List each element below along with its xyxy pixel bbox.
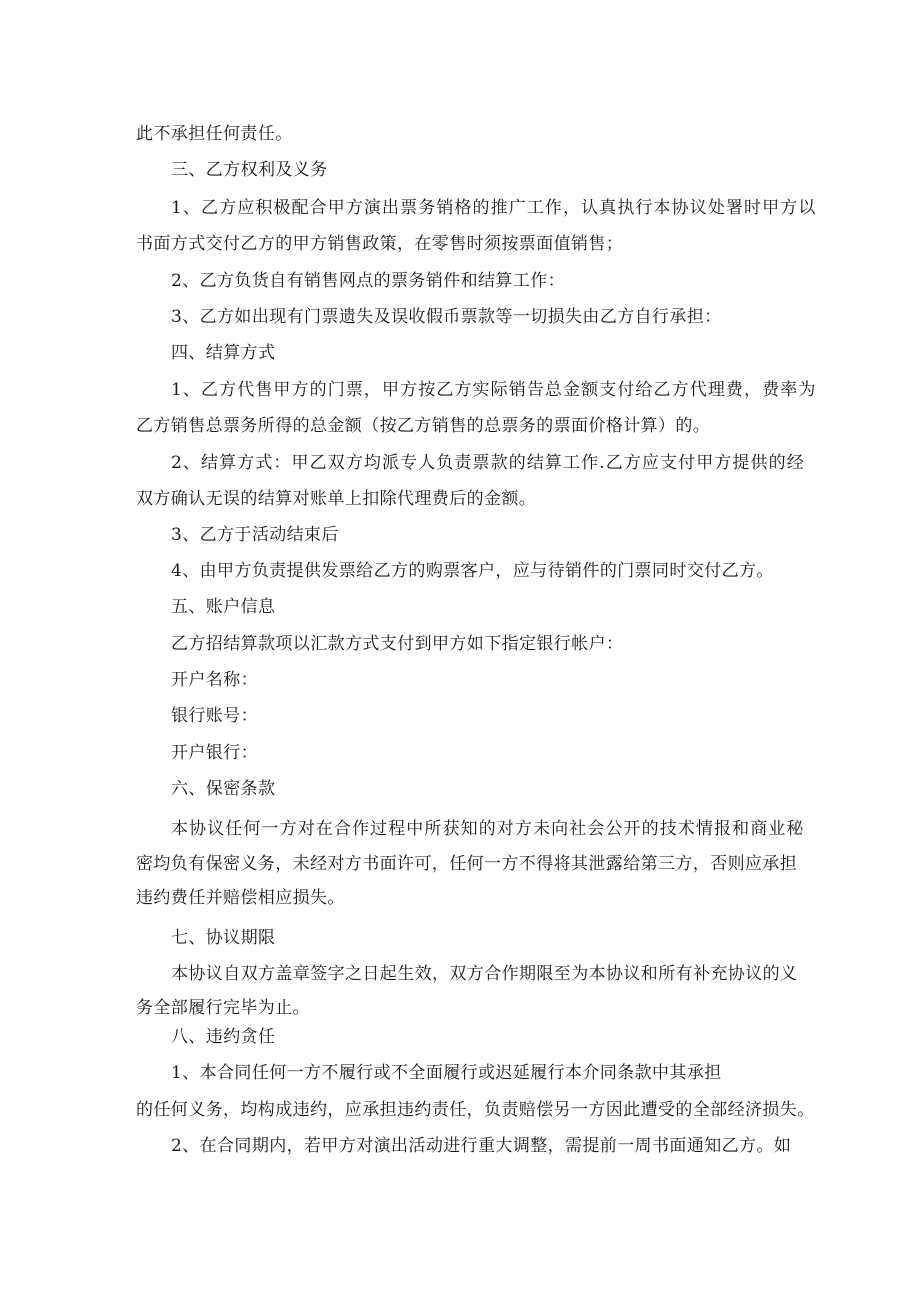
text-line: 违约费任并赔偿相应损失。 — [136, 888, 345, 908]
text-line: 3、乙方于活动结束后 — [171, 525, 339, 545]
text-line: 4、由甲方负责提供发票给乙方的购票客户，应与待销件的门票同时交付乙方。 — [171, 561, 774, 581]
text-line: 本协议自双方盖章签字之日起生效，双方合作期限至为本协议和所有补充协议的义 — [171, 964, 798, 984]
text-line: 2、在合同期内，若甲方对演出活动进行重大调整，需提前一周书面通知乙方。如 — [171, 1136, 792, 1156]
text-line: 的任何义务，均构成违约，应承担违约责任，负责赔偿另一方因此遭受的全部经济损失。 — [136, 1100, 815, 1120]
text-line: 务全部履行完毕为止。 — [136, 998, 310, 1018]
text-line: 本协议任何一方对在合作过程中所获知的对方未向社会公开的技术情报和商业秘 — [171, 819, 805, 839]
section-heading: 八、违约贪任 — [171, 1027, 276, 1047]
text-line: 3、乙方如出现有门票遗失及误收假币票款等一切损失由乙方自行承担： — [171, 307, 722, 327]
text-line: 双方确认无误的结算对账单上扣除代理费后的金额。 — [136, 489, 537, 509]
account-number-label: 银行账号： — [171, 706, 258, 726]
section-heading: 五、账户信息 — [171, 597, 276, 617]
account-name-label: 开户名称： — [171, 670, 258, 690]
section-heading: 四、结算方式 — [171, 343, 276, 363]
section-heading: 三、乙方权利及义务 — [171, 160, 328, 180]
text-line: 乙方销售总票务所得的总金额（按乙方销售的总票务的票面价格计算）的。 — [136, 416, 711, 436]
section-heading: 六、保密条款 — [171, 779, 276, 799]
text-line: 书面方式交付乙方的甲方销售政策，在零售时须按票面值销售； — [136, 234, 624, 254]
text-line: 乙方招结算款项以汇款方式支付到甲方如下指定银行帐户： — [171, 634, 624, 654]
text-line: 1、本合同任何一方不履行或不全面履行或迟延履行本介同条款中其承担 — [171, 1063, 722, 1083]
text-line: 1、乙方代售甲方的门票，甲方按乙方实际销告总金额支付给乙方代理费，费率为 — [171, 380, 817, 400]
text-line: 1、乙方应积极配合甲方演出票务销格的推广工作，认真执行本协议处署时甲方以 — [171, 198, 817, 218]
section-heading: 七、协议期限 — [171, 928, 276, 948]
text-line: 2、结算方式：甲乙双方均派专人负责票款的结算工作.乙方应支付甲方提供的经 — [171, 453, 805, 473]
text-line: 2、乙方负货自有销售网点的票务销件和结算工作： — [171, 271, 566, 291]
text-line: 密均负有保密义务，未经对方书面许可，任何一方不得将其泄露给第三方，否则应承担 — [136, 854, 798, 874]
text-line: 此不承担任何责任。 — [136, 124, 293, 144]
bank-label: 开户银行： — [171, 743, 258, 763]
